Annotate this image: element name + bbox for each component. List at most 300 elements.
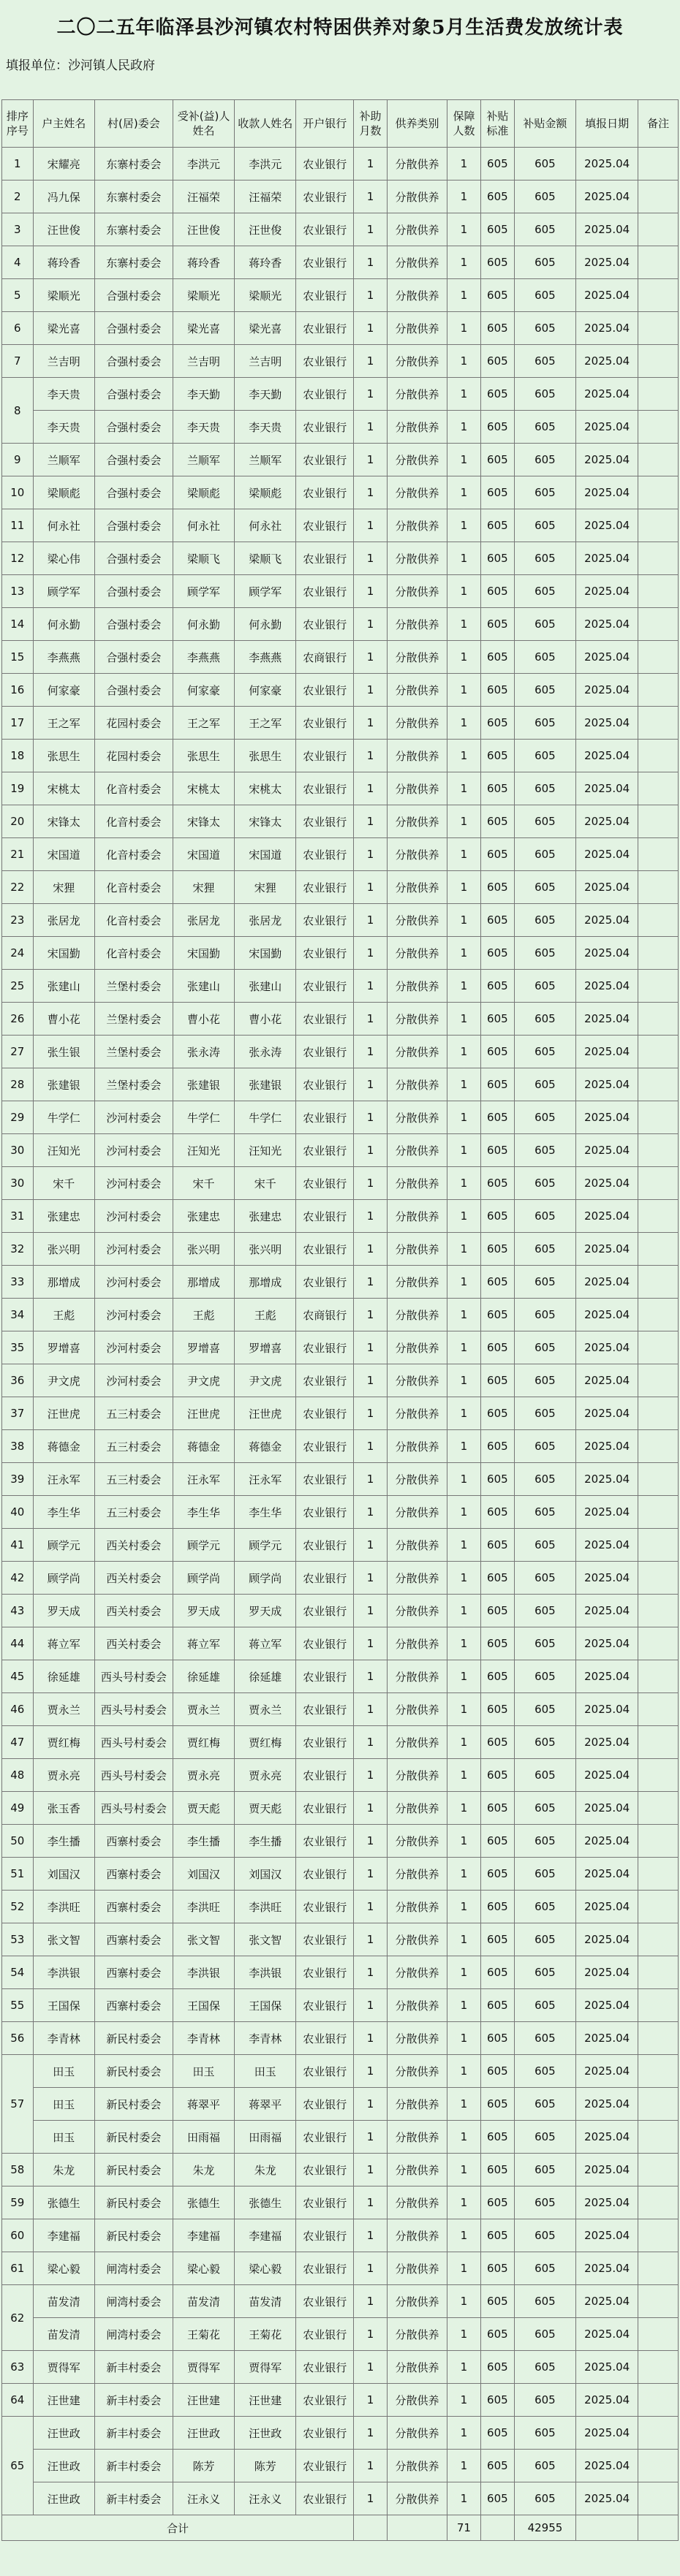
cell-months: 1	[354, 608, 388, 641]
cell-village: 西头号村委会	[94, 1660, 173, 1693]
cell-remark	[638, 575, 679, 608]
cell-people: 1	[447, 904, 480, 937]
cell-bank: 农业银行	[296, 608, 354, 641]
cell-village: 合强村委会	[94, 378, 173, 411]
cell-village: 闸湾村委会	[94, 2318, 173, 2351]
cell-category: 分散供养	[387, 707, 447, 740]
table-row	[2, 1529, 679, 1562]
cell-remark	[638, 1397, 679, 1430]
table-row	[2, 2285, 679, 2318]
cell-householder: 汪世政	[33, 2417, 94, 2450]
cell-category: 分散供养	[387, 1693, 447, 1726]
cell-bank: 农业银行	[296, 2088, 354, 2121]
cell-householder: 梁心伟	[33, 542, 94, 575]
cell-standard: 605	[480, 2384, 514, 2417]
table-row	[2, 608, 679, 641]
cell-remark	[638, 312, 679, 345]
cell-category: 分散供养	[387, 674, 447, 707]
header-householder: 户主姓名	[33, 100, 94, 148]
table-row	[2, 1891, 679, 1923]
cell-beneficiary: 那增成	[173, 1266, 234, 1299]
total-label: 合计	[2, 2515, 354, 2541]
cell-beneficiary: 张建银	[173, 1068, 234, 1101]
cell-remark	[638, 805, 679, 838]
cell-seq: 30	[2, 1134, 34, 1167]
cell-people: 1	[447, 1726, 480, 1759]
cell-beneficiary: 李天贵	[173, 411, 234, 444]
table-row	[2, 1595, 679, 1627]
cell-category: 分散供养	[387, 1463, 447, 1496]
table-row	[2, 1693, 679, 1726]
cell-householder: 张居龙	[33, 904, 94, 937]
cell-payee: 宋千	[235, 1167, 296, 1200]
cell-standard: 605	[480, 2252, 514, 2285]
table-row	[2, 2384, 679, 2417]
cell-date: 2025.04	[576, 378, 638, 411]
cell-payee: 梁顺光	[235, 279, 296, 312]
table-row	[2, 279, 679, 312]
cell-category: 分散供养	[387, 937, 447, 970]
cell-bank: 农业银行	[296, 871, 354, 904]
cell-category: 分散供养	[387, 1200, 447, 1233]
cell-remark	[638, 2088, 679, 2121]
cell-standard: 605	[480, 2055, 514, 2088]
table-row	[2, 542, 679, 575]
cell-standard: 605	[480, 1397, 514, 1430]
cell-householder: 李生播	[33, 1825, 94, 1858]
cell-amount: 605	[514, 2285, 575, 2318]
cell-date: 2025.04	[576, 2384, 638, 2417]
cell-householder: 徐延雄	[33, 1660, 94, 1693]
table-row	[2, 312, 679, 345]
cell-remark	[638, 542, 679, 575]
cell-date: 2025.04	[576, 1299, 638, 1331]
cell-date: 2025.04	[576, 1595, 638, 1627]
cell-seq: 46	[2, 1693, 34, 1726]
cell-standard: 605	[480, 213, 514, 246]
cell-standard: 605	[480, 181, 514, 213]
cell-seq: 15	[2, 641, 34, 674]
cell-date: 2025.04	[576, 641, 638, 674]
cell-people: 1	[447, 2417, 480, 2450]
cell-bank: 农业银行	[296, 2121, 354, 2154]
cell-village: 新丰村委会	[94, 2450, 173, 2482]
cell-remark	[638, 1825, 679, 1858]
cell-date: 2025.04	[576, 1956, 638, 1989]
cell-village: 闸湾村委会	[94, 2252, 173, 2285]
cell-seq: 59	[2, 2186, 34, 2219]
cell-standard: 605	[480, 575, 514, 608]
cell-seq: 43	[2, 1595, 34, 1627]
table-row	[2, 1726, 679, 1759]
cell-people: 1	[447, 2318, 480, 2351]
cell-remark	[638, 1858, 679, 1891]
cell-bank: 农业银行	[296, 1759, 354, 1792]
cell-amount: 605	[514, 1693, 575, 1726]
cell-standard: 605	[480, 2285, 514, 2318]
cell-standard: 605	[480, 1825, 514, 1858]
cell-remark	[638, 1792, 679, 1825]
cell-category: 分散供养	[387, 2351, 447, 2384]
cell-seq: 28	[2, 1068, 34, 1101]
cell-category: 分散供养	[387, 1759, 447, 1792]
cell-amount: 605	[514, 2219, 575, 2252]
cell-seq: 30	[2, 1167, 34, 1200]
cell-householder: 汪知光	[33, 1134, 94, 1167]
cell-householder: 刘国汉	[33, 1858, 94, 1891]
cell-seq: 62	[2, 2285, 34, 2351]
cell-amount: 605	[514, 1891, 575, 1923]
cell-bank: 农业银行	[296, 1595, 354, 1627]
cell-householder: 田玉	[33, 2088, 94, 2121]
cell-people: 1	[447, 2186, 480, 2219]
cell-months: 1	[354, 1562, 388, 1595]
cell-category: 分散供养	[387, 1167, 447, 1200]
cell-payee: 田玉	[235, 2055, 296, 2088]
cell-months: 1	[354, 1726, 388, 1759]
cell-months: 1	[354, 2055, 388, 2088]
cell-householder: 张思生	[33, 740, 94, 772]
cell-date: 2025.04	[576, 1036, 638, 1068]
cell-seq: 37	[2, 1397, 34, 1430]
cell-bank: 农业银行	[296, 575, 354, 608]
cell-months: 1	[354, 2186, 388, 2219]
cell-months: 1	[354, 1233, 388, 1266]
cell-payee: 罗天成	[235, 1595, 296, 1627]
cell-people: 1	[447, 378, 480, 411]
cell-category: 分散供养	[387, 378, 447, 411]
cell-seq: 29	[2, 1101, 34, 1134]
page-title: 二〇二五年临泽县沙河镇农村特困供养对象5月生活费发放统计表	[56, 17, 624, 39]
cell-date: 2025.04	[576, 838, 638, 871]
cell-beneficiary: 梁光喜	[173, 312, 234, 345]
cell-months: 1	[354, 213, 388, 246]
total-cell	[638, 2515, 679, 2541]
cell-date: 2025.04	[576, 772, 638, 805]
cell-village: 沙河村委会	[94, 1233, 173, 1266]
cell-category: 分散供养	[387, 213, 447, 246]
cell-beneficiary: 蒋翠平	[173, 2088, 234, 2121]
table-row	[2, 1989, 679, 2022]
table-row	[2, 1101, 679, 1134]
cell-months: 1	[354, 1463, 388, 1496]
cell-beneficiary: 蒋玲香	[173, 246, 234, 279]
cell-date: 2025.04	[576, 1891, 638, 1923]
cell-beneficiary: 张永涛	[173, 1036, 234, 1068]
cell-village: 化音村委会	[94, 805, 173, 838]
cell-remark	[638, 772, 679, 805]
cell-months: 1	[354, 312, 388, 345]
cell-standard: 605	[480, 378, 514, 411]
cell-bank: 农业银行	[296, 181, 354, 213]
reporting-unit-value: 沙河镇人民政府	[68, 58, 155, 73]
cell-months: 1	[354, 2154, 388, 2186]
cell-months: 1	[354, 1825, 388, 1858]
header-months: 补助月数	[354, 100, 388, 148]
cell-payee: 李洪元	[235, 148, 296, 181]
cell-category: 分散供养	[387, 1989, 447, 2022]
table-row	[2, 509, 679, 542]
cell-householder: 张文智	[33, 1923, 94, 1956]
cell-months: 1	[354, 2450, 388, 2482]
cell-people: 1	[447, 1233, 480, 1266]
cell-payee: 李洪银	[235, 1956, 296, 1989]
cell-people: 1	[447, 608, 480, 641]
table-row	[2, 213, 679, 246]
cell-people: 1	[447, 575, 480, 608]
cell-category: 分散供养	[387, 1956, 447, 1989]
cell-bank: 农业银行	[296, 148, 354, 181]
table-row	[2, 2186, 679, 2219]
cell-bank: 农业银行	[296, 2384, 354, 2417]
cell-payee: 顾学元	[235, 1529, 296, 1562]
cell-category: 分散供养	[387, 1430, 447, 1463]
cell-beneficiary: 王国保	[173, 1989, 234, 2022]
cell-seq: 48	[2, 1759, 34, 1792]
cell-beneficiary: 曹小花	[173, 1003, 234, 1036]
cell-village: 沙河村委会	[94, 1364, 173, 1397]
cell-amount: 605	[514, 1989, 575, 2022]
cell-beneficiary: 陈芳	[173, 2450, 234, 2482]
cell-remark	[638, 1463, 679, 1496]
cell-date: 2025.04	[576, 1989, 638, 2022]
cell-payee: 张建山	[235, 970, 296, 1003]
cell-payee: 宋国道	[235, 838, 296, 871]
table-row	[2, 1858, 679, 1891]
cell-village: 花园村委会	[94, 707, 173, 740]
cell-category: 分散供养	[387, 411, 447, 444]
cell-months: 1	[354, 1397, 388, 1430]
cell-payee: 宋狸	[235, 871, 296, 904]
cell-bank: 农业银行	[296, 1562, 354, 1595]
cell-bank: 农业银行	[296, 1233, 354, 1266]
cell-standard: 605	[480, 1200, 514, 1233]
cell-standard: 605	[480, 1299, 514, 1331]
cell-standard: 605	[480, 1430, 514, 1463]
cell-bank: 农业银行	[296, 2154, 354, 2186]
cell-category: 分散供养	[387, 1068, 447, 1101]
cell-payee: 张思生	[235, 740, 296, 772]
header-bank: 开户银行	[296, 100, 354, 148]
cell-category: 分散供养	[387, 148, 447, 181]
cell-bank: 农业银行	[296, 2219, 354, 2252]
cell-amount: 605	[514, 312, 575, 345]
cell-standard: 605	[480, 1233, 514, 1266]
cell-standard: 605	[480, 2417, 514, 2450]
cell-date: 2025.04	[576, 2088, 638, 2121]
cell-seq: 1	[2, 148, 34, 181]
cell-householder: 李建福	[33, 2219, 94, 2252]
cell-beneficiary: 汪永义	[173, 2482, 234, 2515]
cell-amount: 605	[514, 1496, 575, 1529]
cell-standard: 605	[480, 1331, 514, 1364]
cell-bank: 农业银行	[296, 2285, 354, 2318]
cell-beneficiary: 张建忠	[173, 1200, 234, 1233]
cell-seq: 22	[2, 871, 34, 904]
cell-category: 分散供养	[387, 246, 447, 279]
table-row	[2, 740, 679, 772]
cell-beneficiary: 王彪	[173, 1299, 234, 1331]
cell-village: 沙河村委会	[94, 1167, 173, 1200]
cell-bank: 农业银行	[296, 1036, 354, 1068]
cell-remark	[638, 1660, 679, 1693]
table-row	[2, 2482, 679, 2515]
cell-remark	[638, 2121, 679, 2154]
cell-payee: 张德生	[235, 2186, 296, 2219]
table-row	[2, 1233, 679, 1266]
cell-village: 沙河村委会	[94, 1331, 173, 1364]
cell-people: 1	[447, 312, 480, 345]
cell-householder: 罗增喜	[33, 1331, 94, 1364]
cell-village: 合强村委会	[94, 444, 173, 476]
cell-date: 2025.04	[576, 1397, 638, 1430]
cell-householder: 汪世虎	[33, 1397, 94, 1430]
cell-householder: 贾得军	[33, 2351, 94, 2384]
cell-date: 2025.04	[576, 2417, 638, 2450]
cell-months: 1	[354, 1200, 388, 1233]
cell-payee: 顾学军	[235, 575, 296, 608]
cell-date: 2025.04	[576, 1167, 638, 1200]
cell-householder: 宋狸	[33, 871, 94, 904]
cell-date: 2025.04	[576, 1003, 638, 1036]
cell-bank: 农业银行	[296, 937, 354, 970]
cell-seq: 49	[2, 1792, 34, 1825]
cell-beneficiary: 李洪元	[173, 148, 234, 181]
cell-householder: 李天贵	[33, 411, 94, 444]
cell-beneficiary: 汪永军	[173, 1463, 234, 1496]
cell-months: 1	[354, 1595, 388, 1627]
cell-people: 1	[447, 707, 480, 740]
cell-amount: 605	[514, 1956, 575, 1989]
table-row	[2, 1364, 679, 1397]
table-body	[2, 148, 679, 2515]
cell-beneficiary: 罗增喜	[173, 1331, 234, 1364]
cell-payee: 汪世政	[235, 2417, 296, 2450]
cell-standard: 605	[480, 2318, 514, 2351]
cell-date: 2025.04	[576, 1726, 638, 1759]
cell-months: 1	[354, 542, 388, 575]
cell-village: 兰堡村委会	[94, 970, 173, 1003]
cell-seq: 12	[2, 542, 34, 575]
cell-people: 1	[447, 2351, 480, 2384]
cell-category: 分散供养	[387, 181, 447, 213]
cell-beneficiary: 李洪银	[173, 1956, 234, 1989]
cell-beneficiary: 李生华	[173, 1496, 234, 1529]
cell-payee: 梁顺飞	[235, 542, 296, 575]
table-row	[2, 411, 679, 444]
cell-date: 2025.04	[576, 937, 638, 970]
cell-months: 1	[354, 1496, 388, 1529]
cell-category: 分散供养	[387, 2154, 447, 2186]
cell-date: 2025.04	[576, 2318, 638, 2351]
cell-beneficiary: 兰顺军	[173, 444, 234, 476]
cell-standard: 605	[480, 542, 514, 575]
cell-beneficiary: 李天勤	[173, 378, 234, 411]
cell-category: 分散供养	[387, 805, 447, 838]
cell-bank: 农业银行	[296, 1068, 354, 1101]
cell-bank: 农业银行	[296, 1200, 354, 1233]
cell-beneficiary: 张居龙	[173, 904, 234, 937]
cell-payee: 蒋立军	[235, 1627, 296, 1660]
cell-payee: 张居龙	[235, 904, 296, 937]
table-row	[2, 1299, 679, 1331]
table-row	[2, 476, 679, 509]
cell-standard: 605	[480, 476, 514, 509]
cell-months: 1	[354, 2417, 388, 2450]
cell-amount: 605	[514, 1397, 575, 1430]
cell-seq: 45	[2, 1660, 34, 1693]
cell-bank: 农业银行	[296, 1660, 354, 1693]
cell-village: 西关村委会	[94, 1627, 173, 1660]
cell-seq: 35	[2, 1331, 34, 1364]
cell-category: 分散供养	[387, 1134, 447, 1167]
cell-date: 2025.04	[576, 279, 638, 312]
cell-standard: 605	[480, 1595, 514, 1627]
cell-beneficiary: 徐延雄	[173, 1660, 234, 1693]
cell-village: 沙河村委会	[94, 1134, 173, 1167]
cell-people: 1	[447, 148, 480, 181]
cell-date: 2025.04	[576, 1364, 638, 1397]
cell-months: 1	[354, 378, 388, 411]
cell-months: 1	[354, 148, 388, 181]
table-row	[2, 2417, 679, 2450]
table-row	[2, 707, 679, 740]
cell-standard: 605	[480, 772, 514, 805]
cell-date: 2025.04	[576, 1825, 638, 1858]
cell-beneficiary: 贾永亮	[173, 1759, 234, 1792]
cell-remark	[638, 1759, 679, 1792]
cell-bank: 农业银行	[296, 2450, 354, 2482]
cell-amount: 605	[514, 937, 575, 970]
cell-village: 西寨村委会	[94, 1825, 173, 1858]
cell-bank: 农业银行	[296, 1627, 354, 1660]
cell-village: 新民村委会	[94, 2186, 173, 2219]
cell-householder: 王之军	[33, 707, 94, 740]
cell-standard: 605	[480, 444, 514, 476]
cell-remark	[638, 1134, 679, 1167]
cell-payee: 李生播	[235, 1825, 296, 1858]
cell-remark	[638, 2219, 679, 2252]
cell-standard: 605	[480, 641, 514, 674]
cell-householder: 张玉香	[33, 1792, 94, 1825]
cell-beneficiary: 牛学仁	[173, 1101, 234, 1134]
cell-seq: 13	[2, 575, 34, 608]
reporting-unit-label: 填报单位：	[6, 58, 68, 73]
cell-householder: 汪世政	[33, 2450, 94, 2482]
cell-householder: 李洪银	[33, 1956, 94, 1989]
cell-people: 1	[447, 1331, 480, 1364]
cell-village: 五三村委会	[94, 1397, 173, 1430]
cell-date: 2025.04	[576, 148, 638, 181]
cell-standard: 605	[480, 740, 514, 772]
cell-date: 2025.04	[576, 213, 638, 246]
cell-months: 1	[354, 641, 388, 674]
cell-people: 1	[447, 444, 480, 476]
cell-standard: 605	[480, 148, 514, 181]
cell-payee: 兰吉明	[235, 345, 296, 378]
cell-payee: 李建福	[235, 2219, 296, 2252]
cell-people: 1	[447, 1660, 480, 1693]
cell-amount: 605	[514, 476, 575, 509]
cell-months: 1	[354, 509, 388, 542]
cell-amount: 605	[514, 411, 575, 444]
cell-beneficiary: 李建福	[173, 2219, 234, 2252]
cell-remark	[638, 1627, 679, 1660]
cell-category: 分散供养	[387, 2285, 447, 2318]
cell-seq: 33	[2, 1266, 34, 1299]
cell-village: 五三村委会	[94, 1430, 173, 1463]
cell-people: 1	[447, 279, 480, 312]
